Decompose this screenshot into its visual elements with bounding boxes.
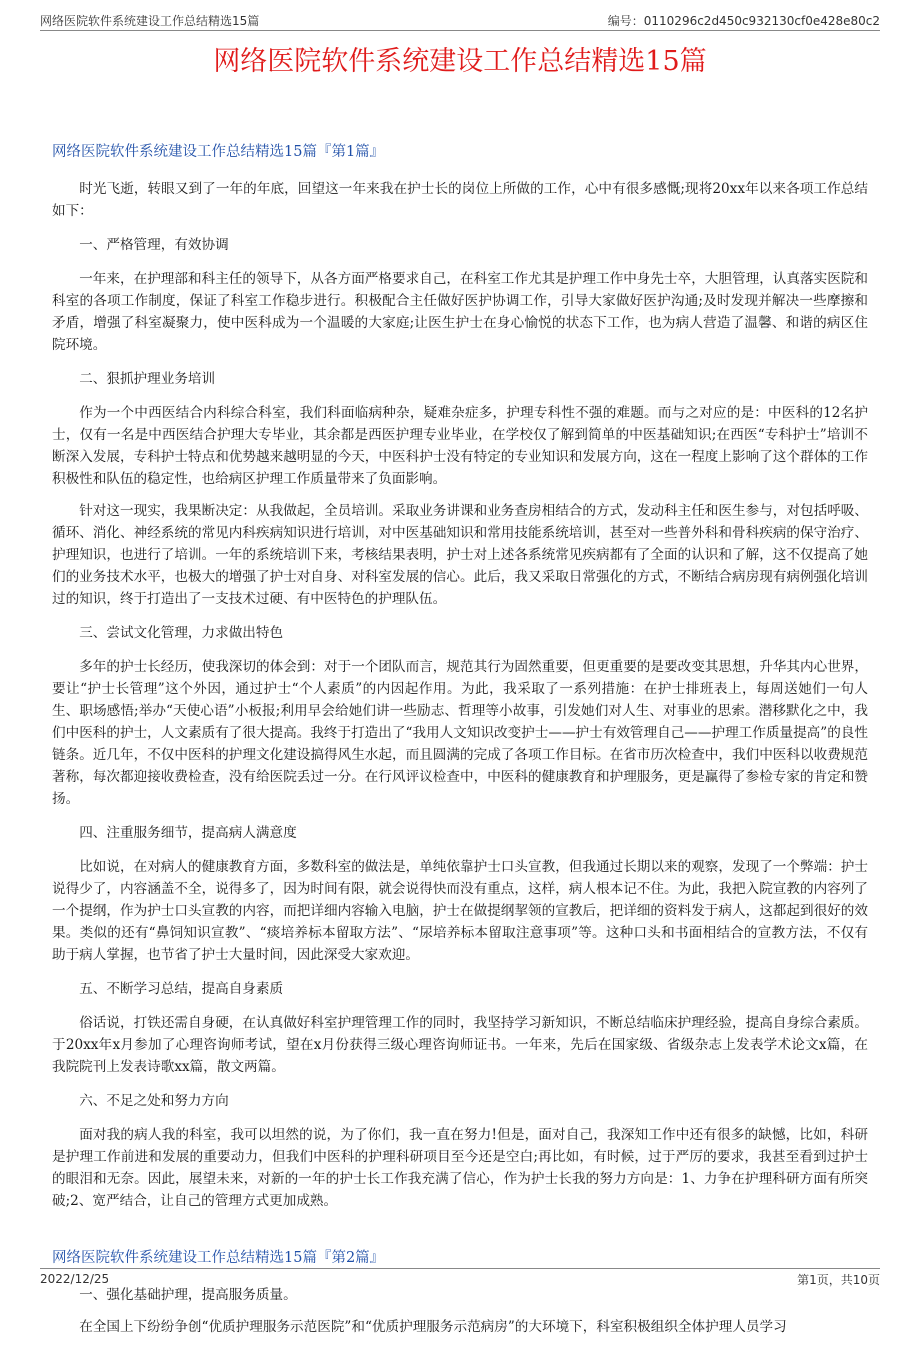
page-footer <box>40 1268 880 1289</box>
section-2-heading: 网络医院软件系统建设工作总结精选15篇『第2篇』 <box>52 1250 385 1266</box>
page-header <box>40 10 880 31</box>
paragraph: 比如说，在对病人的健康教育方面，多数科室的做法是，单纯依靠护士口头宣教，但我通过长期以来的观察，发现了一个弊端：护士说得少了，内容涵盖不全，说得多了，因为时间有限，就会说得快而没有重点，这样，病人根本记不住。为此，我把入院宣教的内容列了一个提纲，作为护士口头宣教的内容，而把详细内容输入电脑，护士在做提纲挈领的宣教后，把详细的资料发于病人，这都起到很好的效果。类似的还有“鼻饲知识宣教”、“痰培养标本留取方法”、“尿培养标本留取注意事项”等。这种口头和书面相结合的宣教方法，不仅有助于病人掌握，也节省了护士大量时间，因此深受大家欢迎。 <box>52 859 868 963</box>
subheading: 五、不断学习总结，提高自身素质 <box>79 981 284 997</box>
section-spacer <box>52 1222 868 1246</box>
paragraph: 针对这一现实，我果断决定：从我做起，全员培训。采取业务讲课和业务查房相结合的方式，发动科主任和医生参与，对包括呼吸、循环、消化、神经系统的常见内科疾病知识进行培训，对中医基础知识和常用技能系统培训，甚至对一些普外科和骨科疾病的保守治疗、护理知识，也进行了培训。一年的系统培训下来，考核结果表明，护士对上述各系统常见疾病都有了全面的认识和了解，这不仅提高了她们的业务技术水平，也极大的增强了护士对自身、对科室发展的信心。此后，我又采取日常强化的方式，不断结合病房现有病例强化培训过的知识，终于打造出了一支技术过硬、有中医特色的护理队伍。 <box>52 503 868 607</box>
paragraph: 在全国上下纷纷争创“优质护理服务示范医院”和“优质护理服务示范病房”的大环境下，科室积极组织全体护理人员学习 <box>79 1319 787 1335</box>
subheading: 一、严格管理，有效协调 <box>79 237 229 253</box>
paragraph: 作为一个中西医结合内科综合科室，我们科面临病种杂，疑难杂症多，护理专科性不强的难题。而与之对应的是：中医科的12名护士，仅有一名是中西医结合护理大专毕业，其余都是西医护理专业毕业，在学校仅了解到简单的中医基础知识;在西医“专科护士”培训不断深入发展，专科护士特点和优势越来越明显的今天，中医科护士没有特定的专业知识和发展方向，这在一程度上影响了这个群体的工作积极性和队伍的稳定性，也给病区护理工作质量带来了负面影响。 <box>52 405 868 487</box>
section-1-heading: 网络医院软件系统建设工作总结精选15篇『第1篇』 <box>52 144 385 160</box>
subheading: 三、尝试文化管理，力求做出特色 <box>79 625 284 641</box>
paragraph: 多年的护士长经历，使我深切的体会到：对于一个团队而言，规范其行为固然重要，但更重要的是要改变其思想，升华其内心世界，要让“护士长管理”这个外因，通过护士“个人素质”的内因起作用。为此，我采取了一系列措施：在护士排班表上，每周送她们一句人生、职场感悟;举办“天使心语”小板报;利用早会给她们讲一些励志、哲理等小故事，引发她们对人生、对事业的思索。潜移默化之中，我们中医科的护士，人文素质有了很大提高。我终于打造出了“我用人文知识改变护士——护士有效管理自己——护理工作质量提高”的良性链条。近几年，不仅中医科的护理文化建设搞得风生水起，而且圆满的完成了各项工作目标。在省市历次检查中，我们中医科以收费规范著称，每次都迎接收费检查，没有给医院丢过一分。在行风评议检查中，中医科的健康教育和护理服务，更是赢得了参检专家的肯定和赞扬。 <box>52 659 868 807</box>
paragraph: 一年来，在护理部和科主任的领导下，从各方面严格要求自己，在科室工作尤其是护理工作中身先士卒，大胆管理，认真落实医院和科室的各项工作制度，保证了科室工作稳步进行。积极配合主任做好医护协调工作，引导大家做好医护沟通;及时发现并解决一些摩擦和矛盾，增强了科室凝聚力，使中医科成为一个温暖的大家庭;让医生护士在身心愉悦的状态下工作，也为病人营造了温馨、和谐的病区住院环境。 <box>52 271 868 353</box>
subheading: 四、注重服务细节，提高病人满意度 <box>79 825 297 841</box>
footer-page-number: 第1页，共10页 <box>797 1272 880 1287</box>
subheading: 六、不足之处和努力方向 <box>79 1093 229 1109</box>
paragraph: 俗话说，打铁还需自身硬，在认真做好科室护理管理工作的同时，我坚持学习新知识，不断总结临床护理经验，提高自身综合素质。于20xx年x月参加了心理咨询师考试，望在x月份获得三级心理咨询师证书。一年来，先后在国家级、省级杂志上发表学术论文x篇，在我院院刊上发表诗歌xx篇，散文两篇。 <box>52 1015 868 1075</box>
document-body <box>52 140 868 1348</box>
document-title: 网络医院软件系统建设工作总结精选15篇 <box>213 46 707 77</box>
footer-date: 2022/12/25 <box>40 1272 110 1286</box>
header-doc-title: 网络医院软件系统建设工作总结精选15篇 <box>40 13 260 28</box>
header-doc-id: 编号：0110296c2d450c932130cf0e428e80c2 <box>607 13 880 28</box>
subheading: 二、狠抓护理业务培训 <box>79 371 216 387</box>
paragraph: 时光飞逝，转眼又到了一年的年底，回望这一年来我在护士长的岗位上所做的工作，心中有很多感慨;现将20xx年以来各项工作总结如下： <box>52 181 868 219</box>
paragraph: 面对我的病人我的科室，我可以坦然的说，为了你们，我一直在努力!但是，面对自己，我深知工作中还有很多的缺憾，比如，科研是护理工作前进和发展的重要动力，但我们中医科的护理科研项目至今还是空白;再比如，有时候，过于严厉的要求，我甚至看到过护士的眼泪和无奈。因此，展望未来，对新的一年的护士长工作我充满了信心，作为护士长我的努力方向是：1、力争在护理科研方面有所突破;2、宽严结合，让自己的管理方式更加成熟。 <box>52 1127 868 1209</box>
subheading: 一、强化基础护理，提高服务质量。 <box>79 1287 297 1303</box>
